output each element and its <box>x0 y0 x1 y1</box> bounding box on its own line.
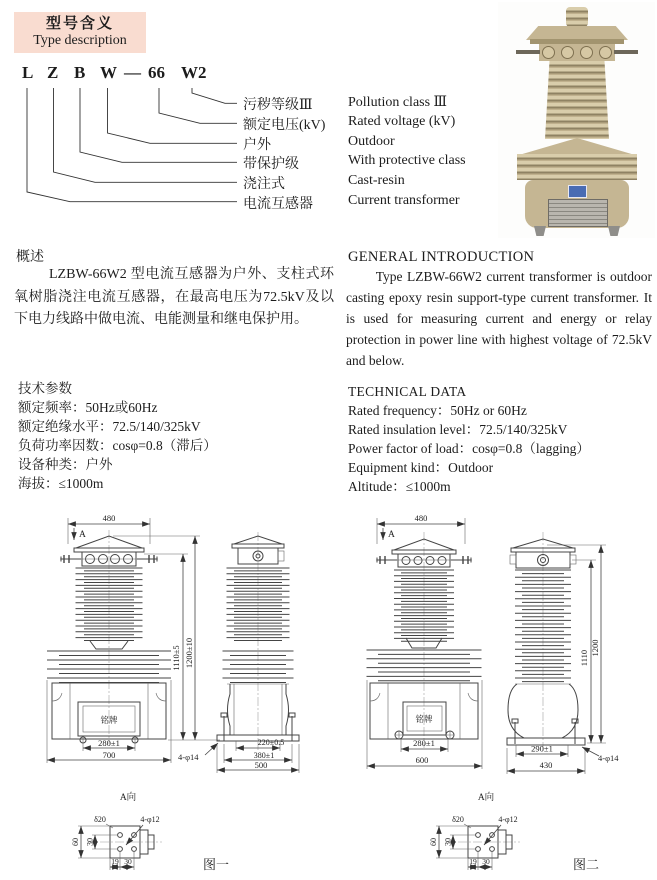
fig1-detail-view <box>71 791 162 870</box>
fig2-dim-430: 430 <box>539 760 553 770</box>
tech-zh-line: 负荷功率因数：cosφ=0.8（滞后） <box>18 438 217 453</box>
fig1-holes-label: 4-φ14 <box>178 752 199 762</box>
model-code-part: W <box>100 63 117 82</box>
tech-en-line: Rated insulation level：72.5/140/325kV <box>348 422 568 437</box>
photo-upper-fins <box>545 61 609 139</box>
fig1-dim-380: 380±1 <box>253 751 275 760</box>
fig1-detail-v1: 60 <box>71 838 80 846</box>
fig2-dim-1110: 1110 <box>579 649 589 667</box>
fig2-detail-plate: δ20 <box>452 815 464 824</box>
tech-en-line: Altitude：≤1000m <box>348 479 451 494</box>
model-code-part: L <box>22 63 34 82</box>
fig2-dim-600: 600 <box>415 755 429 765</box>
fig2-front-view <box>367 513 483 769</box>
fig2-side-view <box>507 532 619 774</box>
terminal-icon <box>561 46 574 59</box>
legend-zh: 额定电压(kV) <box>243 118 326 133</box>
photo-top-finial <box>566 7 588 27</box>
fig1-detail-title: A向 <box>119 793 137 803</box>
photo-roof <box>526 26 628 40</box>
fig2-detail-v2: 30 <box>443 838 453 846</box>
figure1-drawing <box>28 508 343 876</box>
photo-bolt-right <box>614 50 638 54</box>
fig1-side-view <box>178 532 299 773</box>
fig2-dim-290: 290±1 <box>531 743 553 754</box>
fig2-detail-title: A向 <box>477 793 495 803</box>
tech-en-line: Rated frequency：50Hz or 60Hz <box>348 403 527 418</box>
fig1-dim-480: 480 <box>102 513 116 523</box>
model-code-part: W2 <box>181 63 207 82</box>
fig2-dim-280: 280±1 <box>413 738 435 748</box>
fig2-nameplate-label: 铭牌 <box>415 714 433 724</box>
intro-en-body: Type LZBW-66W2 current transformer is outdoor casting epoxy resin support-type current transformer. It is used for measuring current and energy or relay protection in power line with highest voltage of 72.5kV and below. <box>346 269 652 368</box>
legend-zh: 户外 <box>243 138 271 153</box>
tech-zh-heading: 技术参数 <box>18 381 72 396</box>
legend-en: Rated voltage (kV) <box>348 114 456 129</box>
fig2-detail-view <box>429 791 520 870</box>
terminal-icon <box>580 46 593 59</box>
intro-zh-body: LZBW-66W2 型电流互感器为户外、支柱式环氧树脂浇注电流互感器，在最高电压为72.5kV及以下电力线路中做电流、电能测量和继电保护用。 <box>14 267 334 328</box>
figure2-drawing <box>358 508 657 876</box>
badge-title-zh: 型号含义 <box>45 15 114 32</box>
fig2-detail-b2: 30 <box>482 857 490 866</box>
photo-shoulder <box>519 138 635 155</box>
legend-en: Outdoor <box>348 134 395 149</box>
fig1-detail-b2: 30 <box>124 857 132 866</box>
tech-zh-line: 设备种类：户外 <box>18 457 113 472</box>
photo-nameplate <box>548 199 608 227</box>
model-code-part: 66 <box>148 63 165 82</box>
legend-zh: 污秽等级Ⅲ <box>243 98 313 113</box>
fig1-nameplate-label: 铭牌 <box>100 715 118 725</box>
fig1-caption: 图一 <box>203 857 230 872</box>
tech-zh-line: 额定绝缘水平：72.5/140/325kV <box>18 419 201 434</box>
fig1-detail-holes: 4-φ12 <box>140 815 160 824</box>
tech-zh-line: 海拔：≤1000m <box>18 476 104 491</box>
fig1-detail-b1: 19 <box>111 857 119 866</box>
product-photo <box>498 2 655 238</box>
terminal-icon <box>599 46 612 59</box>
tech-en-line: Equipment kind：Outdoor <box>348 460 494 475</box>
fig1-detail-v2: 30 <box>85 838 95 846</box>
photo-bolt-left <box>516 50 540 54</box>
fig1-dim-1110: 1110±5 <box>171 645 181 671</box>
intro-zh-heading: 概述 <box>16 250 44 265</box>
model-code-part: B <box>74 63 86 82</box>
fig2-view-a-label: A <box>388 530 395 540</box>
fig2-dim-480: 480 <box>414 513 428 523</box>
legend-en: With protective class <box>348 153 466 168</box>
fig2-detail-v1: 60 <box>429 838 438 846</box>
legend-zh: 浇注式 <box>243 177 285 192</box>
fig2-height-dims <box>547 545 606 743</box>
fig2-dim-1200: 1200 <box>590 639 600 657</box>
fig2-detail-holes: 4-φ12 <box>498 815 518 824</box>
fig1-front-view <box>47 513 171 763</box>
photo-foot-left <box>534 226 546 236</box>
tech-en-heading: TECHNICAL DATA <box>348 384 467 399</box>
fig2-caption: 图二 <box>573 857 600 872</box>
fig1-view-a-label: A <box>79 530 86 540</box>
badge-title-en: Type description <box>33 33 127 49</box>
fig2-detail-b1: 19 <box>469 857 477 866</box>
fig1-detail-plate: δ20 <box>94 815 106 824</box>
legend-zh: 电流互感器 <box>243 197 313 212</box>
photo-terminal-box <box>539 44 615 61</box>
fig1-dim-500: 500 <box>254 760 268 770</box>
photo-skirt-fins <box>517 154 637 180</box>
legend-en: Pollution class Ⅲ <box>348 95 448 110</box>
fig1-dim-700: 700 <box>102 750 116 760</box>
legend-en: Cast-resin <box>348 173 405 188</box>
photo-foot-right <box>608 226 620 236</box>
fig1-dim-280: 280±1 <box>98 738 120 748</box>
tech-zh-line: 额定频率：50Hz或60Hz <box>18 400 158 415</box>
fig2-holes-label: 4-φ14 <box>598 753 619 763</box>
model-code-part: — <box>124 63 141 82</box>
fig1-dim-1200: 1200±10 <box>184 637 194 669</box>
tech-en-line: Power factor of load：cosφ=0.8（lagging） <box>348 441 590 456</box>
type-description-badge <box>14 12 146 53</box>
photo-blue-label <box>568 185 587 198</box>
model-code-part: Z <box>47 63 59 82</box>
legend-en: Current transformer <box>348 193 460 208</box>
intro-en-heading: GENERAL INTRODUCTION <box>348 249 535 265</box>
legend-zh: 带保护级 <box>243 157 299 172</box>
terminal-icon <box>542 46 555 59</box>
fig1-dim-220: 220±0.5 <box>257 738 285 747</box>
